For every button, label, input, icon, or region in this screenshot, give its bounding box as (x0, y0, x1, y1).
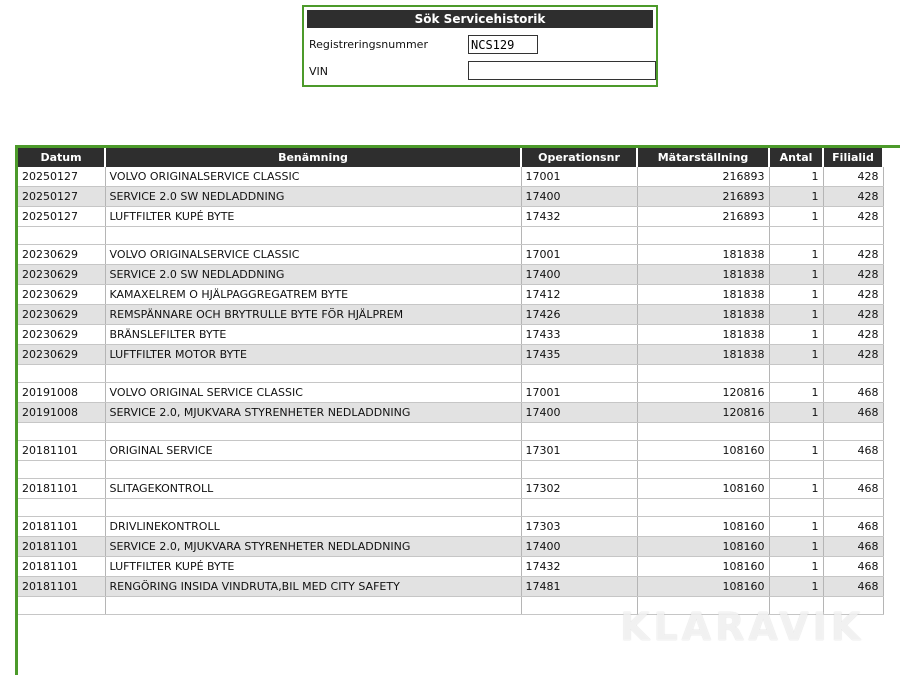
cell-benamning (105, 365, 521, 383)
cell-filialid: 468 (823, 441, 883, 461)
cell-datum (18, 365, 105, 383)
cell-matarstallning: 216893 (637, 187, 769, 207)
cell-datum: 20181101 (18, 577, 105, 597)
cell-benamning (105, 461, 521, 479)
cell-filialid: 428 (823, 207, 883, 227)
cell-datum (18, 461, 105, 479)
table-row (18, 383, 883, 403)
cell-filialid: 468 (823, 577, 883, 597)
cell-filialid: 428 (823, 265, 883, 285)
table-row (18, 423, 883, 441)
cell-filialid (823, 227, 883, 245)
cell-operationsnr (521, 365, 637, 383)
cell-operationsnr (521, 461, 637, 479)
cell-filialid: 468 (823, 557, 883, 577)
cell-filialid (823, 461, 883, 479)
cell-filialid: 428 (823, 245, 883, 265)
cell-datum (18, 423, 105, 441)
cell-benamning: LUFTFILTER MOTOR BYTE (105, 345, 521, 365)
cell-matarstallning: 108160 (637, 441, 769, 461)
cell-operationsnr: 17426 (521, 305, 637, 325)
cell-antal: 1 (769, 479, 823, 499)
cell-benamning: REMSPÄNNARE OCH BRYTRULLE BYTE FÖR HJÄLPREM (105, 305, 521, 325)
registration-number-label: Registreringsnummer (309, 38, 428, 51)
cell-antal (769, 227, 823, 245)
header-benamning: Benämning (105, 148, 521, 167)
cell-operationsnr: 17001 (521, 245, 637, 265)
cell-benamning: SERVICE 2.0 SW NEDLADDNING (105, 187, 521, 207)
cell-benamning: SERVICE 2.0, MJUKVARA STYRENHETER NEDLADDNING (105, 537, 521, 557)
cell-operationsnr: 17001 (521, 167, 637, 187)
cell-operationsnr (521, 597, 637, 615)
cell-matarstallning: 181838 (637, 265, 769, 285)
cell-datum: 20230629 (18, 325, 105, 345)
search-panel-title: Sök Servicehistorik (307, 10, 653, 28)
cell-operationsnr: 17400 (521, 403, 637, 423)
cell-benamning: LUFTFILTER KUPÉ BYTE (105, 207, 521, 227)
cell-datum: 20181101 (18, 557, 105, 577)
table-row (18, 245, 883, 265)
cell-antal (769, 365, 823, 383)
cell-antal: 1 (769, 305, 823, 325)
cell-operationsnr (521, 227, 637, 245)
cell-operationsnr: 17433 (521, 325, 637, 345)
cell-antal: 1 (769, 285, 823, 305)
cell-filialid: 428 (823, 285, 883, 305)
cell-antal (769, 423, 823, 441)
table-row (18, 499, 883, 517)
cell-matarstallning: 108160 (637, 577, 769, 597)
cell-operationsnr: 17400 (521, 265, 637, 285)
header-filialid: Filialid (823, 148, 883, 167)
cell-operationsnr: 17302 (521, 479, 637, 499)
cell-matarstallning: 120816 (637, 383, 769, 403)
cell-benamning: ORIGINAL SERVICE (105, 441, 521, 461)
cell-benamning (105, 227, 521, 245)
cell-filialid: 428 (823, 167, 883, 187)
cell-matarstallning: 181838 (637, 345, 769, 365)
cell-benamning: VOLVO ORIGINALSERVICE CLASSIC (105, 245, 521, 265)
search-service-history-panel (302, 5, 658, 87)
cell-filialid: 428 (823, 305, 883, 325)
cell-operationsnr (521, 499, 637, 517)
table-row (18, 441, 883, 461)
cell-benamning (105, 499, 521, 517)
cell-datum: 20181101 (18, 537, 105, 557)
cell-matarstallning: 108160 (637, 557, 769, 577)
cell-datum (18, 227, 105, 245)
cell-matarstallning: 108160 (637, 517, 769, 537)
cell-datum: 20181101 (18, 479, 105, 499)
cell-filialid (823, 499, 883, 517)
cell-matarstallning (637, 227, 769, 245)
cell-antal: 1 (769, 383, 823, 403)
header-matarstallning: Mätarställning (637, 148, 769, 167)
header-antal: Antal (769, 148, 823, 167)
cell-filialid: 428 (823, 187, 883, 207)
cell-matarstallning (637, 499, 769, 517)
cell-datum: 20230629 (18, 285, 105, 305)
cell-antal: 1 (769, 537, 823, 557)
cell-operationsnr: 17301 (521, 441, 637, 461)
cell-operationsnr: 17400 (521, 537, 637, 557)
cell-operationsnr (521, 423, 637, 441)
cell-antal: 1 (769, 207, 823, 227)
cell-benamning: VOLVO ORIGINALSERVICE CLASSIC (105, 167, 521, 187)
cell-filialid: 468 (823, 517, 883, 537)
table-row (18, 285, 883, 305)
cell-benamning: VOLVO ORIGINAL SERVICE CLASSIC (105, 383, 521, 403)
cell-operationsnr: 17412 (521, 285, 637, 305)
cell-datum: 20250127 (18, 167, 105, 187)
cell-datum: 20181101 (18, 441, 105, 461)
table-row (18, 597, 883, 615)
cell-matarstallning: 108160 (637, 537, 769, 557)
cell-datum: 20181101 (18, 517, 105, 537)
cell-benamning: BRÄNSLEFILTER BYTE (105, 325, 521, 345)
cell-benamning (105, 423, 521, 441)
cell-datum: 20230629 (18, 345, 105, 365)
cell-matarstallning: 120816 (637, 403, 769, 423)
cell-benamning: LUFTFILTER KUPÉ BYTE (105, 557, 521, 577)
cell-operationsnr: 17432 (521, 557, 637, 577)
cell-benamning: SLITAGEKONTROLL (105, 479, 521, 499)
cell-antal: 1 (769, 345, 823, 365)
cell-filialid (823, 365, 883, 383)
table-row (18, 325, 883, 345)
cell-antal (769, 499, 823, 517)
vin-input[interactable] (468, 61, 656, 80)
cell-matarstallning: 181838 (637, 285, 769, 305)
cell-datum: 20250127 (18, 207, 105, 227)
table-row (18, 187, 883, 207)
table-row (18, 345, 883, 365)
cell-matarstallning: 216893 (637, 167, 769, 187)
cell-benamning (105, 597, 521, 615)
cell-operationsnr: 17001 (521, 383, 637, 403)
table-row (18, 461, 883, 479)
cell-operationsnr: 17400 (521, 187, 637, 207)
table-row (18, 517, 883, 537)
cell-antal (769, 597, 823, 615)
cell-benamning: SERVICE 2.0, MJUKVARA STYRENHETER NEDLADDNING (105, 403, 521, 423)
watermark-logo: KLARAVIK (620, 605, 865, 649)
cell-matarstallning: 108160 (637, 479, 769, 499)
cell-datum: 20230629 (18, 265, 105, 285)
table-row (18, 227, 883, 245)
registration-number-input[interactable] (468, 35, 538, 54)
cell-filialid (823, 423, 883, 441)
table-row (18, 537, 883, 557)
cell-matarstallning: 181838 (637, 245, 769, 265)
cell-benamning: KAMAXELREM O HJÄLPAGGREGATREM BYTE (105, 285, 521, 305)
cell-filialid: 468 (823, 479, 883, 499)
table-row (18, 265, 883, 285)
service-history-table (18, 148, 884, 615)
cell-benamning: SERVICE 2.0 SW NEDLADDNING (105, 265, 521, 285)
table-row (18, 167, 883, 187)
cell-antal: 1 (769, 245, 823, 265)
cell-antal (769, 461, 823, 479)
cell-antal: 1 (769, 577, 823, 597)
cell-benamning: DRIVLINEKONTROLL (105, 517, 521, 537)
table-row (18, 557, 883, 577)
cell-matarstallning (637, 461, 769, 479)
table-row (18, 479, 883, 499)
cell-matarstallning (637, 597, 769, 615)
cell-datum: 20230629 (18, 245, 105, 265)
cell-operationsnr: 17432 (521, 207, 637, 227)
header-operationsnr: Operationsnr (521, 148, 637, 167)
cell-benamning: RENGÖRING INSIDA VINDRUTA,BIL MED CITY SAFETY (105, 577, 521, 597)
cell-filialid: 428 (823, 345, 883, 365)
cell-filialid: 468 (823, 537, 883, 557)
cell-filialid: 468 (823, 383, 883, 403)
cell-antal: 1 (769, 403, 823, 423)
cell-operationsnr: 17481 (521, 577, 637, 597)
cell-filialid: 468 (823, 403, 883, 423)
service-history-table-container (15, 145, 900, 675)
cell-matarstallning (637, 365, 769, 383)
header-datum: Datum (18, 148, 105, 167)
cell-datum: 20230629 (18, 305, 105, 325)
cell-antal: 1 (769, 325, 823, 345)
cell-matarstallning: 181838 (637, 325, 769, 345)
table-row (18, 577, 883, 597)
vin-label: VIN (309, 65, 328, 78)
cell-antal: 1 (769, 517, 823, 537)
cell-filialid (823, 597, 883, 615)
table-row (18, 207, 883, 227)
table-row (18, 365, 883, 383)
cell-operationsnr: 17435 (521, 345, 637, 365)
cell-antal: 1 (769, 187, 823, 207)
cell-datum (18, 597, 105, 615)
table-row (18, 305, 883, 325)
cell-matarstallning: 216893 (637, 207, 769, 227)
cell-matarstallning (637, 423, 769, 441)
cell-datum: 20191008 (18, 383, 105, 403)
cell-antal: 1 (769, 265, 823, 285)
cell-datum (18, 499, 105, 517)
cell-antal: 1 (769, 167, 823, 187)
cell-operationsnr: 17303 (521, 517, 637, 537)
cell-datum: 20191008 (18, 403, 105, 423)
cell-filialid: 428 (823, 325, 883, 345)
cell-matarstallning: 181838 (637, 305, 769, 325)
cell-antal: 1 (769, 557, 823, 577)
table-row (18, 403, 883, 423)
cell-antal: 1 (769, 441, 823, 461)
cell-datum: 20250127 (18, 187, 105, 207)
